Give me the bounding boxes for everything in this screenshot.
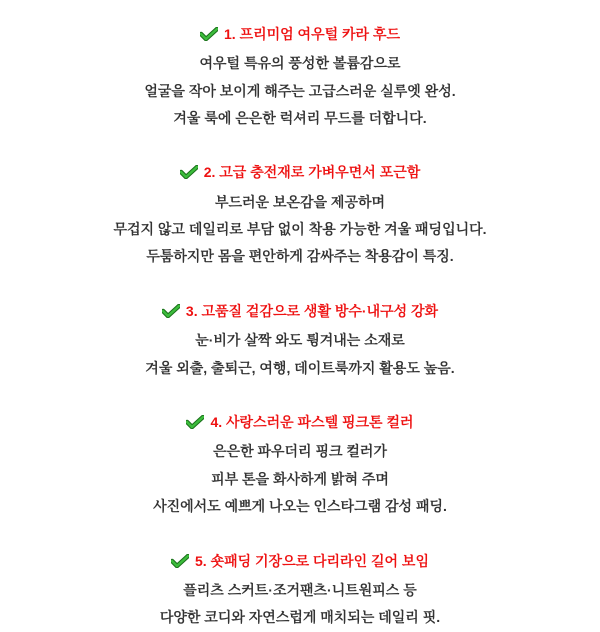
feature-section-2 [0, 159, 600, 270]
feature-title-text: 5. 숏패딩 기장으로 다리라인 길어 보임 [195, 552, 429, 569]
feature-section-4 [0, 409, 600, 520]
feature-title [0, 159, 600, 188]
feature-title [0, 298, 600, 327]
feature-line: 무겁지 않고 데일리로 부담 없이 착용 가능한 겨울 패딩입니다. [113, 221, 487, 238]
feature-line: 얼굴을 작아 보이게 해주는 고급스러운 실루엣 완성. [144, 82, 456, 99]
check-mark-icon [171, 550, 189, 577]
check-mark-icon [162, 300, 180, 327]
check-mark-icon [180, 161, 198, 188]
feature-title-text: 4. 사랑스러운 파스텔 핑크톤 컬러 [210, 414, 414, 431]
feature-line: 여우털 특유의 풍성한 볼륨감으로 [199, 55, 401, 72]
feature-line: 겨울 외출, 출퇴근, 여행, 데이트룩까지 활용도 높음. [145, 359, 455, 376]
feature-section-1 [0, 21, 600, 132]
check-mark-icon [200, 23, 218, 50]
feature-title-text: 3. 고품질 겉감으로 생활 방수·내구성 강화 [185, 302, 439, 319]
feature-title [0, 548, 600, 577]
feature-section-5 [0, 548, 600, 632]
feature-line: 두툼하지만 몸을 편안하게 감싸주는 착용감이 특징. [146, 248, 454, 265]
feature-line: 피부 톤을 화사하게 밝혀 주며 [211, 470, 389, 487]
feature-title [0, 409, 600, 438]
feature-title-text: 2. 고급 충전재로 가벼우면서 포근함 [203, 164, 421, 181]
feature-line: 눈·비가 살짝 와도 튕겨내는 소재로 [195, 332, 405, 349]
feature-line: 은은한 파우더리 핑크 컬러가 [213, 443, 387, 460]
feature-section-3 [0, 298, 600, 382]
feature-line: 겨울 룩에 은은한 럭셔리 무드를 더합니다. [173, 109, 427, 126]
feature-line: 사진에서도 예쁘게 나오는 인스타그램 감성 패딩. [153, 498, 447, 515]
feature-line: 다양한 코디와 자연스럽게 매치되는 데일리 핏. [159, 609, 441, 626]
feature-title [0, 21, 600, 50]
feature-line: 부드러운 보온감을 제공하며 [214, 193, 386, 210]
feature-line: 플리츠 스커트·조거팬츠·니트원피스 등 [183, 581, 417, 598]
feature-title-text: 1. 프리미엄 여우털 카라 후드 [224, 26, 400, 42]
check-mark-icon [186, 411, 204, 438]
